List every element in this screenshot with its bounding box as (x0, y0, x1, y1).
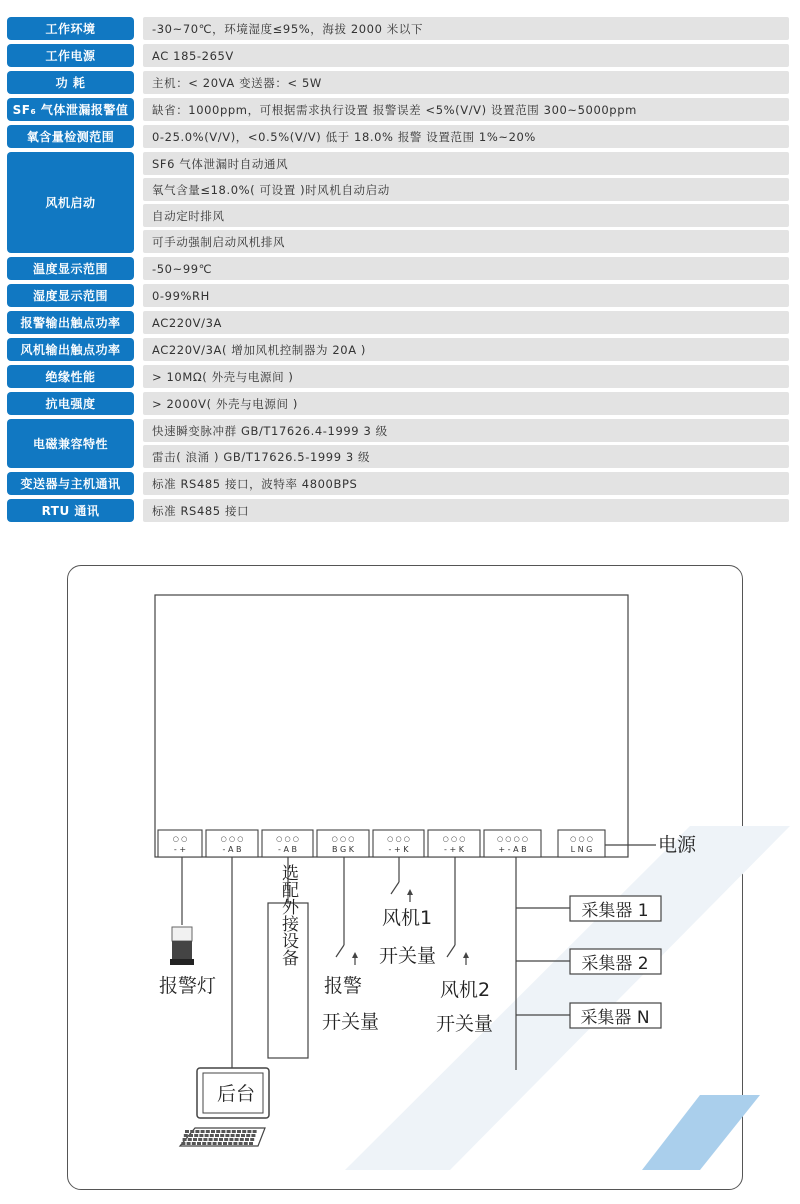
spec-value: 自动定时排风 (143, 204, 789, 227)
terminal-dots: ○ ○ ○ (442, 835, 466, 843)
terminal-pins: - + K (388, 845, 409, 854)
fan1-switch-contact (391, 882, 399, 894)
spec-label: 风机输出触点功率 (7, 338, 134, 361)
terminal-dots: ○ ○ ○ (331, 835, 355, 843)
keyboard-key (216, 1130, 220, 1133)
spec-label: 报警输出触点功率 (7, 311, 134, 334)
spec-value: 主机：< 20VA 变送器：< 5W (143, 71, 789, 94)
spec-label: 电磁兼容特性 (7, 419, 134, 468)
keyboard-key (242, 1130, 246, 1133)
keyboard-key (197, 1142, 201, 1145)
fan2-switch-contact (447, 945, 455, 957)
keyboard-key (249, 1142, 253, 1145)
terminal-dots: ○ ○ (172, 835, 188, 843)
terminal-pins: + - A B (498, 845, 527, 854)
keyboard-key (233, 1142, 237, 1145)
alarm-switch-contact (336, 945, 344, 957)
keyboard-key (236, 1134, 240, 1137)
fan1-switch-arrow (407, 889, 413, 895)
spec-label: 温度显示范围 (7, 257, 134, 280)
alarm-switch-label-2: 开关量 (322, 1011, 380, 1033)
keyboard-key (224, 1138, 228, 1141)
keyboard-key (225, 1134, 229, 1137)
spec-value: > 10MΩ( 外壳与电源间 ) (143, 365, 789, 388)
keyboard-key (237, 1130, 241, 1133)
spec-value: 标准 RS485 接口 (143, 499, 789, 522)
keyboard-key (202, 1142, 206, 1145)
keyboard-key (206, 1130, 210, 1133)
keyboard-key (227, 1130, 231, 1133)
spec-value: 标准 RS485 接口，波特率 4800BPS (143, 472, 789, 495)
keyboard-key (207, 1142, 211, 1145)
keyboard-key (214, 1138, 218, 1141)
optional-device-label: 选配外接设备 (278, 864, 298, 966)
keyboard-key (221, 1130, 225, 1133)
spec-label: 工作电源 (7, 44, 134, 67)
spec-value: -30~70℃，环境湿度≤95%，海拔 2000 米以下 (143, 17, 789, 40)
keyboard-key (192, 1142, 196, 1145)
keyboard-key (229, 1138, 233, 1141)
terminal-dots: ○ ○ ○ (387, 835, 410, 843)
fan2-switch-arrow (463, 952, 469, 958)
keyboard-key (194, 1134, 198, 1137)
keyboard-key (246, 1134, 250, 1137)
keyboard-key (245, 1138, 249, 1141)
keyboard-key (203, 1138, 207, 1141)
decor-stripe-accent (642, 1095, 760, 1170)
keyboard-key (183, 1138, 187, 1141)
keyboard-key (231, 1134, 235, 1137)
terminal-strip (158, 830, 605, 857)
collector-n-label: 采集器 N (580, 1008, 650, 1028)
spec-label: 功 耗 (7, 71, 134, 94)
keyboard-key (210, 1134, 214, 1137)
terminal-pins: - + (173, 845, 187, 854)
keyboard-key (235, 1138, 239, 1141)
terminal-pins: - + K (444, 845, 464, 854)
alarm-switch-arrow (352, 952, 358, 958)
keyboard-key (181, 1142, 185, 1145)
spec-value: -50~99℃ (143, 257, 789, 280)
keyboard-key (239, 1142, 243, 1145)
keyboard-key (253, 1130, 257, 1133)
collector-2-label: 采集器 2 (581, 954, 649, 974)
keyboard-key (223, 1142, 227, 1145)
spec-value: SF6 气体泄漏时自动通风 (143, 152, 789, 175)
keyboard-key (228, 1142, 232, 1145)
collector-1-label: 采集器 1 (581, 901, 649, 921)
keyboard-key (220, 1134, 224, 1137)
keyboard-key (185, 1130, 189, 1133)
fan2-label-2: 开关量 (436, 1013, 494, 1035)
fan2-label-1: 风机2 (440, 979, 491, 1001)
terminal-pins: B G K (331, 845, 355, 854)
keyboard-key (218, 1142, 222, 1145)
spec-label: SF₆ 气体泄漏报警值 (7, 98, 134, 121)
keyboard-key (219, 1138, 223, 1141)
keyboard-key (209, 1138, 213, 1141)
keyboard-key (184, 1134, 188, 1137)
keyboard-key (247, 1130, 251, 1133)
fan1-label-1: 风机1 (382, 907, 433, 929)
spec-value: AC220V/3A (143, 311, 789, 334)
alarm-switch-label-1: 报警 (324, 975, 363, 997)
keyboard-key (240, 1138, 244, 1141)
spec-label: 工作环境 (7, 17, 134, 40)
keyboard-key (188, 1138, 192, 1141)
keyboard-key (232, 1130, 236, 1133)
terminal-dots: ○ ○ ○ (276, 835, 299, 843)
keyboard-key (211, 1130, 215, 1133)
keyboard-key (199, 1134, 203, 1137)
spec-value: 氧气含量≤18.0%( 可设置 )时风机自动启动 (143, 178, 789, 201)
keyboard-key (213, 1142, 217, 1145)
keyboard-key (198, 1138, 202, 1141)
spec-label: 湿度显示范围 (7, 284, 134, 307)
keyboard-key (250, 1138, 254, 1141)
keyboard-key (251, 1134, 255, 1137)
spec-value: 可手动强制启动风机排风 (143, 230, 789, 253)
spec-value: > 2000V( 外壳与电源间 ) (143, 392, 789, 415)
keyboard-key (195, 1130, 199, 1133)
terminal-dots: ○ ○ ○ (220, 835, 244, 843)
alarm-lamp-icon (170, 927, 194, 965)
spec-value: AC 185-265V (143, 44, 789, 67)
spec-value: 0-25.0%(V/V)，<0.5%(V/V) 低于 18.0% 报警 设置范围 1%~20% (143, 125, 789, 148)
keyboard-key (215, 1134, 219, 1137)
terminal-pins: L N G (570, 845, 593, 854)
spec-value: 缺省：1000ppm，可根据需求执行设置 报警误差 <5%(V/V) 设置范围 300~5000ppm (143, 98, 789, 121)
computer-icon (180, 1068, 269, 1146)
spec-label: 绝缘性能 (7, 365, 134, 388)
terminal-dots: ○ ○ ○ (570, 835, 593, 843)
terminal-pins: - A B (278, 845, 297, 854)
keyboard-key (187, 1142, 191, 1145)
terminal-pins: - A B (222, 845, 242, 854)
spec-label: 风机启动 (7, 152, 134, 253)
keyboard-key (205, 1134, 209, 1137)
keyboard-key (241, 1134, 245, 1137)
keyboard-key (190, 1130, 194, 1133)
keyboard-key (189, 1134, 193, 1137)
fan1-label-2: 开关量 (379, 945, 437, 967)
alarm-lamp-label: 报警灯 (159, 975, 217, 997)
keyboard-key (201, 1130, 205, 1133)
power-label: 电源 (658, 834, 697, 856)
spec-value: 0-99%RH (143, 284, 789, 307)
keyboard-key (193, 1138, 197, 1141)
backend-label: 后台 (217, 1083, 256, 1105)
spec-value: 快速瞬变脉冲群 GB/T17626.4-1999 3 级 (143, 419, 789, 442)
spec-label: 变送器与主机通讯 (7, 472, 134, 495)
spec-value: AC220V/3A( 增加风机控制器为 20A ) (143, 338, 789, 361)
controller-box (155, 595, 628, 857)
spec-label: 抗电强度 (7, 392, 134, 415)
spec-value: 雷击( 浪涌 ) GB/T17626.5-1999 3 级 (143, 445, 789, 468)
spec-label: RTU 通讯 (7, 499, 134, 522)
keyboard-key (244, 1142, 248, 1145)
terminal-dots: ○ ○ ○ ○ (496, 835, 529, 843)
spec-label: 氧含量检测范围 (7, 125, 134, 148)
